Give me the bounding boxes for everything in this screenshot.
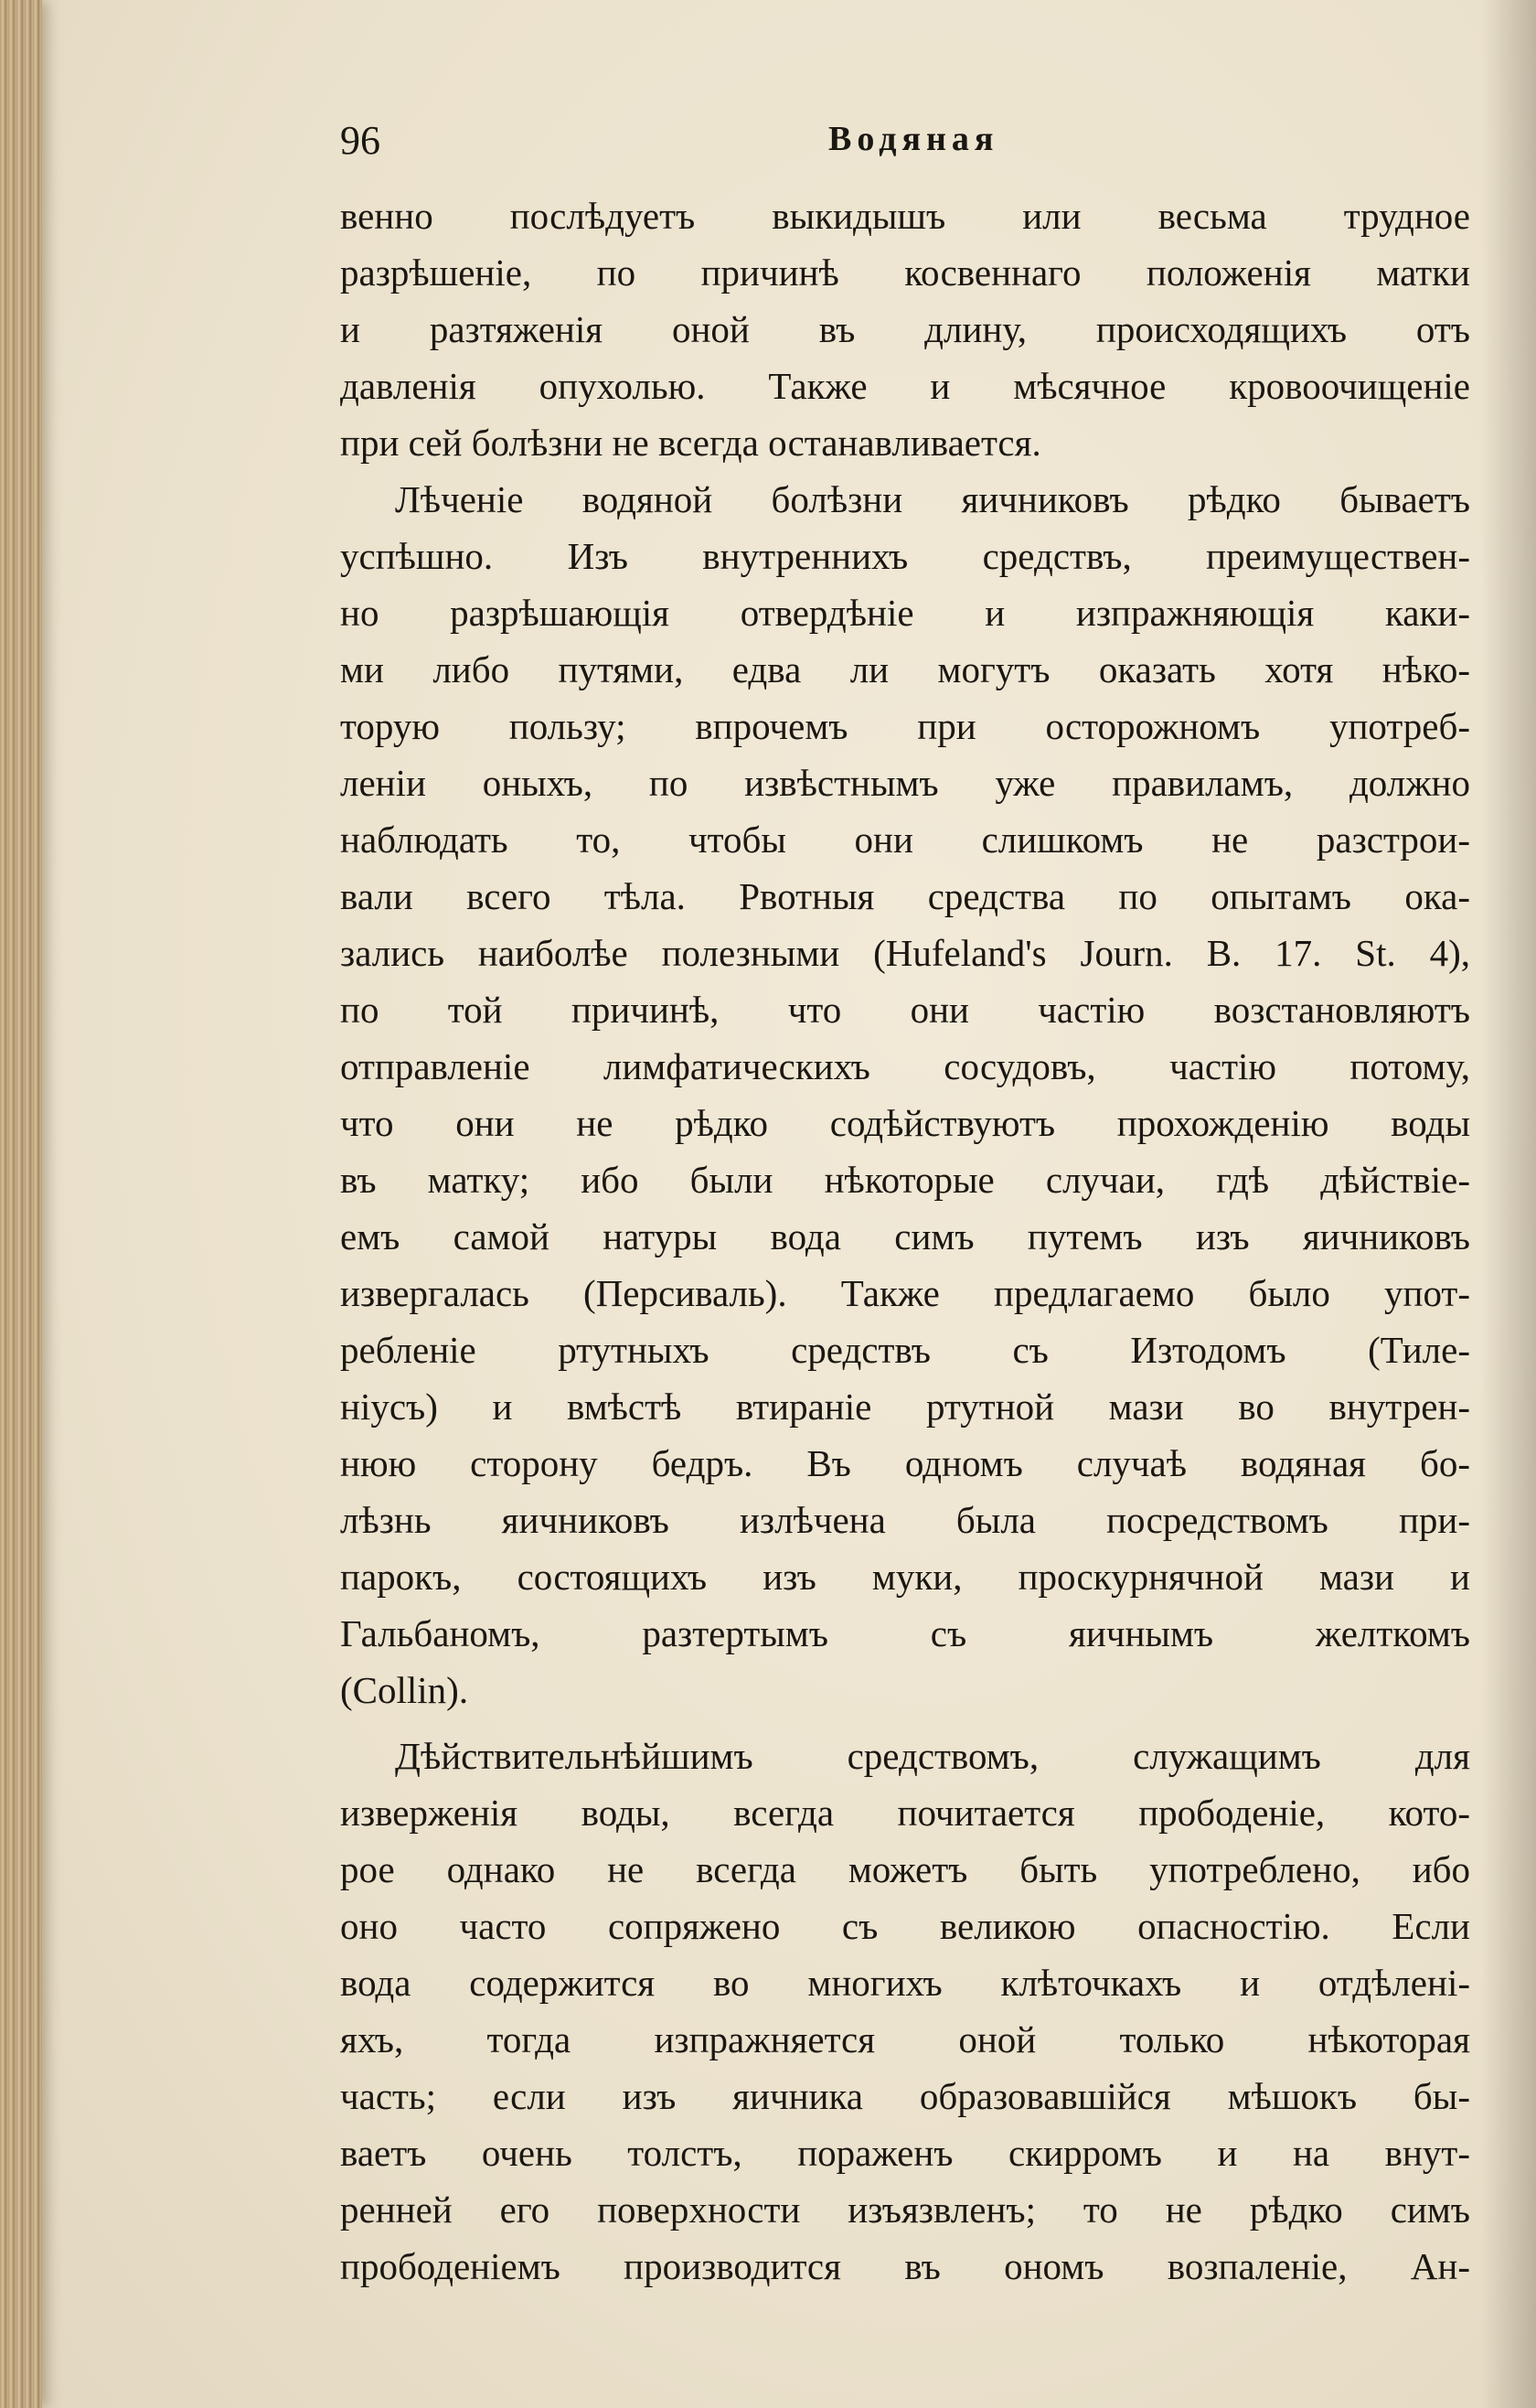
page-header <box>340 117 1465 172</box>
text-line: что они не рѣдко содѣйствуютъ прохожденію воды <box>340 1102 1470 1144</box>
text-line: ребленіе ртутныхъ средствъ съ Изтодомъ (Тиле- <box>340 1329 1470 1371</box>
running-head: Водяная <box>828 120 999 158</box>
text-line: Дѣйствительнѣйшимъ средствомъ, служащимъ для <box>395 1735 1470 1777</box>
text-line: Лѣченіе водяной болѣзни яичниковъ рѣдко бываетъ <box>395 478 1470 520</box>
text-line: успѣшно. Изъ внутреннихъ средствъ, преимуществен- <box>340 535 1470 577</box>
text-line: ми либо путями, едва ли могутъ оказать хотя нѣко- <box>340 648 1470 690</box>
text-line: зались наиболѣе полезными (Hufeland's Journ. B. 17. St. 4), <box>340 932 1470 974</box>
text-line: вода содержится во многихъ клѣточкахъ и отдѣлені- <box>340 1962 1470 2004</box>
text-line: отправленіе лимфатическихъ сосудовъ, частію потому, <box>340 1045 1470 1087</box>
page-number: 96 <box>340 118 380 163</box>
page-edge-shadow <box>1481 0 1536 2408</box>
text-line: часть; если изъ яичника образовавшійся мѣшокъ бы- <box>340 2075 1470 2117</box>
text-line: въ матку; ибо были нѣкоторые случаи, гдѣ дѣйствіе- <box>340 1159 1470 1201</box>
body-text <box>340 187 1470 2295</box>
text-line: торую пользу; впрочемъ при осторожномъ употреб- <box>340 705 1470 747</box>
text-line: по той причинѣ, что они частію возстановляютъ <box>340 989 1470 1031</box>
text-line: но разрѣшающія отвердѣніе и изпражняющія каки- <box>340 592 1470 634</box>
text-line: вали всего тѣла. Рвотныя средства по опытамъ ока- <box>340 875 1470 917</box>
text-line: оно часто сопряжено съ великою опасностію. Если <box>340 1905 1470 1947</box>
text-line: изверженія воды, всегда почитается прободеніе, кото- <box>340 1792 1470 1834</box>
text-line: лѣзнь яичниковъ излѣчена была посредствомъ при- <box>340 1499 1470 1541</box>
text-line: нюю сторону бедръ. Въ одномъ случаѣ водяная бо- <box>340 1442 1470 1484</box>
text-line: ваетъ очень толстъ, пораженъ скирромъ и на внут- <box>340 2132 1470 2174</box>
text-line: и разтяженія оной въ длину, происходящихъ отъ <box>340 308 1470 350</box>
text-line: Гальбаномъ, разтертымъ съ яичнымъ желткомъ <box>340 1612 1470 1654</box>
text-line: леніи оныхъ, по извѣстнымъ уже правиламъ, должно <box>340 762 1470 804</box>
text-line: разрѣшеніе, по причинѣ косвеннаго положенія матки <box>340 252 1470 294</box>
paragraph-gap <box>340 1718 1470 1728</box>
text-line: венно послѣдуетъ выкидышъ или весьма трудное <box>340 195 1470 237</box>
text-line: ніусъ) и вмѣстѣ втираніе ртутной мази во внутрен- <box>340 1386 1470 1428</box>
text-line: рое однако не всегда можетъ быть употреблено, ибо <box>340 1848 1470 1890</box>
text-line: парокъ, состоящихъ изъ муки, проскурнячной мази и <box>340 1556 1470 1598</box>
text-line: ренней его поверхности изъязвленъ; то не рѣдко симъ <box>340 2189 1470 2231</box>
text-line: при сей болѣзни не всегда останавливается. <box>340 422 1041 464</box>
text-line: извергалась (Персиваль). Также предлагаемо было упот- <box>340 1272 1470 1314</box>
text-line: давленія опухолью. Также и мѣсячное кровоочищеніе <box>340 365 1470 407</box>
text-line: наблюдать то, чтобы они слишкомъ не разстрои- <box>340 819 1470 861</box>
text-line: (Collin). <box>340 1669 469 1711</box>
text-line: прободеніемъ производится въ ономъ возпаленіе, Ан- <box>340 2245 1470 2287</box>
text-line: яхъ, тогда изпражняется оной только нѣкоторая <box>340 2018 1470 2060</box>
text-line: емъ самой натуры вода симъ путемъ изъ яичниковъ <box>340 1215 1470 1258</box>
book-binding-edge <box>0 0 42 2408</box>
